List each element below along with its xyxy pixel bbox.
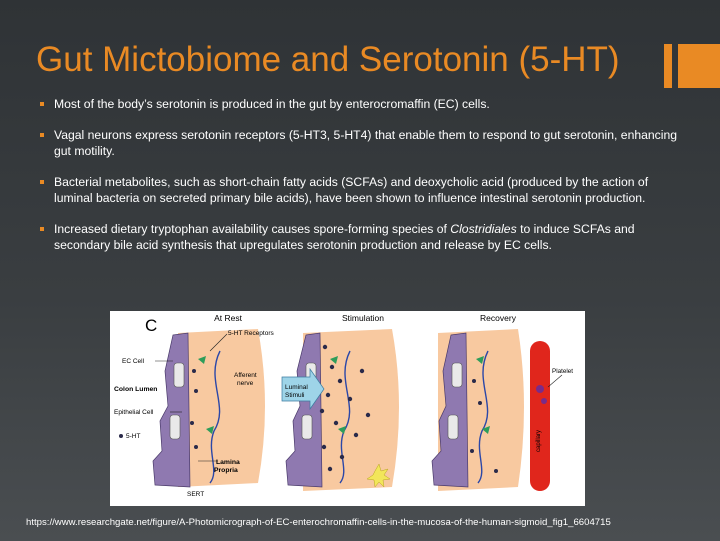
ec-cell <box>170 415 180 439</box>
epithelium-panel1 <box>153 333 190 487</box>
panel-title: Stimulation <box>341 313 385 323</box>
sert-label: SERT <box>187 491 205 498</box>
bullet-item <box>40 96 690 112</box>
bullet-text: Vagal neurons express serotonin receptors (5-HT3, 5-HT4) that enable them to respond to gut serotonin, enhancing gut motility. <box>54 128 678 158</box>
ec-cell <box>448 415 458 439</box>
platelet <box>541 398 547 404</box>
figure-diagram <box>110 311 585 506</box>
panel-title: At Rest <box>214 313 242 323</box>
bullet-marker <box>40 180 44 184</box>
capillary-label: capillary <box>536 429 542 453</box>
bullet-item <box>40 221 690 253</box>
bullet-marker <box>40 102 44 106</box>
bullet-text: Most of the body’s serotonin is produced in the gut by enterocromaffin (EC) cells. <box>54 97 490 111</box>
epithelial-label: Epithelial Cell <box>114 409 154 416</box>
epithelium-panel2 <box>286 333 322 487</box>
panel-letter: C <box>145 316 158 335</box>
ec-cell <box>452 363 462 387</box>
capillary <box>530 341 550 491</box>
bullet-text: Increased dietary tryptophan availability causes spore-forming species of Clostridiales to induce SCFAs and secondary bile acid synthesis that upregulates serotonin production and release by EC cells. <box>54 222 635 252</box>
bullet-text: Bacterial metabolites, such as short-chain fatty acids (SCFAs) and deoxycholic acid (produced by the action of luminal bacteria on secreted primary bile acids), have been shown to influence intestinal serotonin production. <box>54 175 649 205</box>
bullet-marker <box>40 133 44 137</box>
platelet-label: Platelet <box>552 368 574 375</box>
title-accent-bar-wide <box>678 44 720 88</box>
serotonin-figure <box>110 311 585 506</box>
lamina-label: Lamina <box>216 459 240 466</box>
slide-title: Gut Mictobiome and Serotonin (5-HT) <box>36 40 620 79</box>
bullet-marker <box>40 227 44 231</box>
leader-line <box>548 375 562 387</box>
platelet <box>536 385 544 393</box>
bullet-item <box>40 174 690 206</box>
luminal-label: Stimuli <box>285 392 305 399</box>
ec-cell-label: EC Cell <box>122 358 145 365</box>
afferent-label: nerve <box>237 380 254 387</box>
afferent-label: Afferent <box>234 372 257 379</box>
title-accent-bar-thin <box>664 44 672 88</box>
bullet-list <box>40 96 690 268</box>
receptors-label: 5-HT Receptors <box>228 330 274 337</box>
ec-cell <box>174 363 184 387</box>
panel-title: Recovery <box>480 313 516 323</box>
epithelium-panel3 <box>432 333 468 487</box>
legend-dot <box>119 434 123 438</box>
lamina-label: Propria <box>214 467 238 474</box>
serotonin-label: 5-HT <box>126 433 141 440</box>
source-url: https://www.researchgate.net/figure/A-Photomicrograph-of-EC-enterochromaffin-cells-in-the-mucosa-of-the-human-sigmoid_fig1_6604715 <box>26 517 611 528</box>
italic-term: Clostridiales <box>450 222 517 236</box>
luminal-label: Luminal <box>285 384 308 391</box>
ec-cell <box>302 415 312 439</box>
bullet-item <box>40 127 690 159</box>
colon-lumen-label: Colon Lumen <box>114 386 158 393</box>
